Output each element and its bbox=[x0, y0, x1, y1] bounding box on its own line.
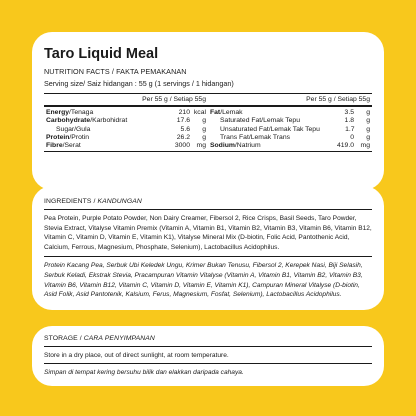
nutrition-row bbox=[44, 126, 208, 134]
nutrition-row bbox=[44, 109, 208, 117]
nutrient-value: 0 bbox=[350, 133, 354, 141]
nutrient-name bbox=[46, 117, 154, 125]
nutrient-name bbox=[210, 142, 318, 150]
nutrient-name bbox=[46, 134, 154, 142]
nutrient-name-en: Carbohydrate bbox=[46, 117, 91, 125]
nutrient-value: 3.5 bbox=[344, 109, 354, 116]
nutrient-unit: kcal bbox=[193, 109, 206, 116]
nutrient-name bbox=[210, 117, 318, 125]
nutrition-card bbox=[32, 32, 384, 190]
nutrient-name-ms: Sugar/Gula bbox=[56, 125, 91, 133]
ingredients-heading-ms: KANDUNGAN bbox=[97, 198, 142, 205]
nutrient-unit: mg bbox=[196, 142, 206, 150]
nutrient-value: 3000 bbox=[174, 142, 190, 150]
nutrient-value: 5.6 bbox=[180, 125, 190, 133]
storage-text-en: Store in a dry place, out of direct sunlight, at room temperature. bbox=[44, 352, 229, 359]
nutrient-unit: g bbox=[366, 109, 370, 116]
nutrition-rows-left bbox=[44, 107, 208, 152]
nutrient-value: 210 bbox=[178, 109, 190, 116]
nutrient-name-en: Fibre bbox=[46, 142, 63, 150]
nutrient-name-en: Sodium bbox=[210, 142, 235, 150]
nutrient-name-ms: /Natrium bbox=[234, 142, 261, 150]
storage-heading-ms: CARA PENYIMPANAN bbox=[83, 335, 155, 342]
nutrition-row bbox=[208, 142, 372, 150]
storage-heading bbox=[44, 334, 372, 347]
storage-text-ms: Simpan di tempat kering bersuhu bilik dan elakkan daripada cahaya. bbox=[44, 369, 244, 376]
nutrient-name-ms: /Protin bbox=[69, 133, 90, 141]
nutrient-value: 1.7 bbox=[345, 125, 355, 133]
nutrient-name-en: Fat bbox=[210, 109, 221, 116]
nutrient-name-ms: Unsaturated Fat/Lemak Tak Tepu bbox=[220, 125, 320, 133]
ingredients-heading bbox=[44, 197, 372, 210]
nutrient-name-ms: Saturated Fat/Lemak Tepu bbox=[220, 117, 300, 125]
nutrient-unit: mg bbox=[360, 142, 370, 150]
storage-heading-en: STORAGE / bbox=[44, 335, 84, 342]
serving-size: Serving size/ Saiz hidangan : 55 g (1 servings / 1 hidangan) bbox=[44, 79, 234, 88]
nutrition-row bbox=[208, 109, 372, 117]
nutrient-name-en: Energy bbox=[46, 109, 70, 116]
nutrient-name bbox=[210, 126, 320, 134]
nutrition-column-header: Per 55 g / Setiap 55g bbox=[44, 93, 208, 107]
nutrient-unit: g bbox=[202, 125, 206, 133]
ingredients-divider bbox=[44, 256, 372, 257]
ingredients-text-ms: Protein Kacang Pea, Serbuk Ubi Keledek Ungu, Krimer Bukan Tenusu, Fibersol 2, Kerepek Nasi, Biji Selasih, Serbuk Keladi, Ekstrak Stevia, Pracampuran Vitamin Vitalyse (Vitamin A, Vitamin B1, Vitamin B2, Vitamin B3, Vitamin B6, Vitamin B12, Vitamin C, Vitamin D, Vitamin E, Vitamin K1), Campuran Mineral Vitalyse (D-biotin, Asid Folik, Asid Pantotenik, Kalsium, Ferus, Magnesium, Fosfat, Selenium), Lactobacillus Acidophilus. bbox=[44, 262, 363, 299]
nutrition-row bbox=[44, 134, 208, 142]
storage-card bbox=[32, 326, 384, 386]
nutrient-name-en: Protein bbox=[46, 133, 70, 141]
nutrient-name bbox=[210, 109, 318, 117]
nutrient-unit: g bbox=[366, 133, 370, 141]
nutrient-unit: g bbox=[202, 117, 206, 125]
product-title: Taro Liquid Meal bbox=[44, 46, 159, 62]
nutrition-column-left bbox=[44, 93, 208, 152]
nutrient-name-ms: Trans Fat/Lemak Trans bbox=[220, 133, 291, 141]
nutrition-column-right bbox=[208, 93, 372, 152]
nutrition-heading: NUTRITION FACTS / FAKTA PEMAKANAN bbox=[44, 67, 187, 76]
nutrient-name bbox=[46, 126, 154, 134]
nutrient-name-ms: /Karbohidrat bbox=[90, 117, 128, 125]
nutrient-value: 26.2 bbox=[176, 133, 190, 141]
ingredients-card bbox=[32, 186, 384, 310]
nutrient-name bbox=[210, 134, 318, 142]
nutrient-unit: g bbox=[366, 117, 370, 125]
nutrition-row bbox=[208, 134, 372, 142]
nutrient-name-ms: /Serat bbox=[62, 142, 81, 150]
nutrition-rows-right bbox=[208, 107, 372, 152]
nutrient-name-ms: /Lemak bbox=[220, 109, 243, 116]
nutrient-value: 1.8 bbox=[344, 117, 354, 125]
ingredients-heading-en: INGREDIENTS / bbox=[44, 198, 98, 205]
nutrition-row bbox=[208, 126, 372, 134]
nutrient-name bbox=[46, 109, 154, 117]
nutrient-unit: g bbox=[202, 133, 206, 141]
nutrition-row bbox=[208, 117, 372, 125]
nutrient-value: 419.0 bbox=[336, 142, 354, 150]
ingredients-text-en: Pea Protein, Purple Potato Powder, Non Dairy Creamer, Fibersol 2, Rice Crisps, Basil Seeds, Taro Powder, Stevia Extract, Vitalyse Vitamin Premix (Vitamin A, Vitamin B1, Vitamin B2, Vitamin B3, Vitamin B6, Vitamin B12, Vitamin C, Vitamin D, Vitamin E, Vitamin K1), Vitalyse Mineral Mix (D-biotin, Folic Acid, Pantothenic Acid, Calcium, Ferrous, Magnesium, Phosphate, Selenium), Lactobacillus Acidophilus. bbox=[44, 215, 372, 251]
nutrient-unit: g bbox=[366, 125, 370, 133]
nutrition-row bbox=[44, 142, 208, 150]
nutrition-table bbox=[44, 93, 372, 152]
nutrition-column-header: Per 55 g / Setiap 55g bbox=[208, 93, 372, 107]
nutrient-name bbox=[46, 142, 154, 150]
nutrition-row bbox=[44, 117, 208, 125]
nutrient-name-ms: /Tenaga bbox=[69, 109, 94, 116]
nutrient-value: 17.6 bbox=[176, 117, 190, 125]
